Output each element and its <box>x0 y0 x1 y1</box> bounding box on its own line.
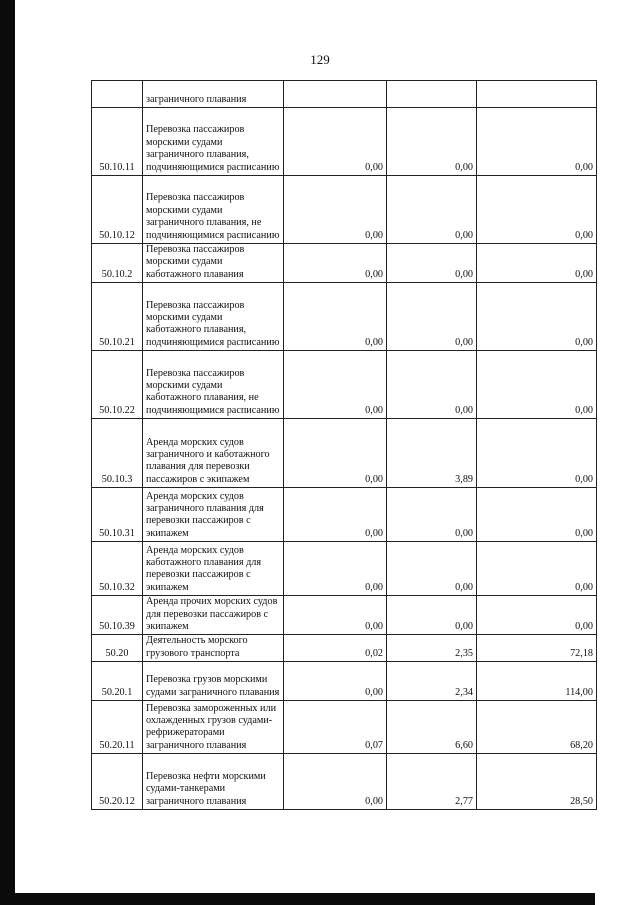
value-3-cell: 0,00 <box>477 176 597 244</box>
value-2-cell: 0,00 <box>387 176 477 244</box>
code-cell: 50.10.22 <box>92 351 143 419</box>
name-cell: Перевозка пассажиров морскими судами каботажного плавания, подчиняющимися расписанию <box>143 283 284 351</box>
value-2-cell: 0,00 <box>387 488 477 542</box>
code-cell: 50.10.32 <box>92 542 143 596</box>
table-row <box>92 635 597 662</box>
value-1-cell: 0,00 <box>284 419 387 488</box>
value-1-cell: 0,00 <box>284 108 387 176</box>
value-1-cell: 0,00 <box>284 662 387 701</box>
name-cell: Аренда морских судов заграничного плавания для перевозки пассажиров с экипажем <box>143 488 284 542</box>
value-3-cell: 0,00 <box>477 283 597 351</box>
table-row <box>92 176 597 244</box>
value-3-cell: 0,00 <box>477 488 597 542</box>
table-row <box>92 662 597 701</box>
value-1-cell: 0,00 <box>284 283 387 351</box>
value-1-cell: 0,02 <box>284 635 387 662</box>
value-2-cell: 0,00 <box>387 596 477 635</box>
name-cell: Аренда морских судов заграничного и каботажного плавания для перевозки пассажиров с экипажем <box>143 419 284 488</box>
value-1-cell: 0,00 <box>284 351 387 419</box>
table-row <box>92 351 597 419</box>
value-2-cell: 0,00 <box>387 351 477 419</box>
value-2-cell: 2,77 <box>387 754 477 810</box>
code-cell: 50.10.31 <box>92 488 143 542</box>
table-row <box>92 244 597 283</box>
table-row <box>92 488 597 542</box>
code-cell: 50.20.1 <box>92 662 143 701</box>
value-3-cell: 72,18 <box>477 635 597 662</box>
value-3-cell: 28,50 <box>477 754 597 810</box>
value-2-cell: 2,34 <box>387 662 477 701</box>
value-1-cell: 0,00 <box>284 754 387 810</box>
table-row <box>92 596 597 635</box>
value-1-cell: 0,00 <box>284 596 387 635</box>
value-3-cell <box>477 81 597 108</box>
value-3-cell: 114,00 <box>477 662 597 701</box>
code-cell: 50.10.21 <box>92 283 143 351</box>
value-2-cell: 2,35 <box>387 635 477 662</box>
value-3-cell: 0,00 <box>477 244 597 283</box>
table-row <box>92 108 597 176</box>
table-body <box>92 81 597 810</box>
code-cell: 50.20 <box>92 635 143 662</box>
page-number: 129 <box>310 52 330 67</box>
table-row <box>92 701 597 754</box>
value-1-cell: 0,00 <box>284 488 387 542</box>
name-cell: Перевозка пассажиров морскими судами каботажного плавания, не подчиняющимися расписанию <box>143 351 284 419</box>
value-2-cell: 0,00 <box>387 283 477 351</box>
scan-bottom-border <box>15 893 595 905</box>
name-cell: Перевозка пассажиров морскими судами заграничного плавания, подчиняющимися расписанию <box>143 108 284 176</box>
value-1-cell: 0,00 <box>284 176 387 244</box>
scan-left-border <box>0 0 15 905</box>
name-cell: Перевозка пассажиров морскими судами заграничного плавания, не подчиняющимися расписанию <box>143 176 284 244</box>
name-cell: Аренда морских судов каботажного плавания для перевозки пассажиров с экипажем <box>143 542 284 596</box>
value-3-cell: 0,00 <box>477 351 597 419</box>
name-cell: Перевозка замороженных или охлажденных грузов судами-рефрижераторами заграничного плавания <box>143 701 284 754</box>
value-1-cell: 0,00 <box>284 542 387 596</box>
code-cell <box>92 81 143 108</box>
value-1-cell: 0,07 <box>284 701 387 754</box>
value-1-cell <box>284 81 387 108</box>
name-cell: Перевозка пассажиров морскими судами каботажного плавания <box>143 244 284 283</box>
code-cell: 50.10.2 <box>92 244 143 283</box>
code-cell: 50.10.12 <box>92 176 143 244</box>
code-cell: 50.10.3 <box>92 419 143 488</box>
value-3-cell: 0,00 <box>477 596 597 635</box>
code-cell: 50.10.39 <box>92 596 143 635</box>
table-row <box>92 754 597 810</box>
value-2-cell: 0,00 <box>387 244 477 283</box>
value-2-cell <box>387 81 477 108</box>
data-table <box>91 80 597 810</box>
value-3-cell: 0,00 <box>477 108 597 176</box>
table-row <box>92 283 597 351</box>
value-2-cell: 0,00 <box>387 108 477 176</box>
value-2-cell: 6,60 <box>387 701 477 754</box>
value-3-cell: 0,00 <box>477 542 597 596</box>
code-cell: 50.10.11 <box>92 108 143 176</box>
value-3-cell: 0,00 <box>477 419 597 488</box>
value-2-cell: 0,00 <box>387 542 477 596</box>
table-row <box>92 542 597 596</box>
table-row <box>92 419 597 488</box>
name-cell: заграничного плавания <box>143 81 284 108</box>
code-cell: 50.20.12 <box>92 754 143 810</box>
name-cell: Перевозка нефти морскими судами-танкерами заграничного плавания <box>143 754 284 810</box>
value-2-cell: 3,89 <box>387 419 477 488</box>
name-cell: Деятельность морского грузового транспорта <box>143 635 284 662</box>
table-row <box>92 81 597 108</box>
value-3-cell: 68,20 <box>477 701 597 754</box>
name-cell: Аренда прочих морских судов для перевозки пассажиров с экипажем <box>143 596 284 635</box>
value-1-cell: 0,00 <box>284 244 387 283</box>
code-cell: 50.20.11 <box>92 701 143 754</box>
name-cell: Перевозка грузов морскими судами заграничного плавания <box>143 662 284 701</box>
